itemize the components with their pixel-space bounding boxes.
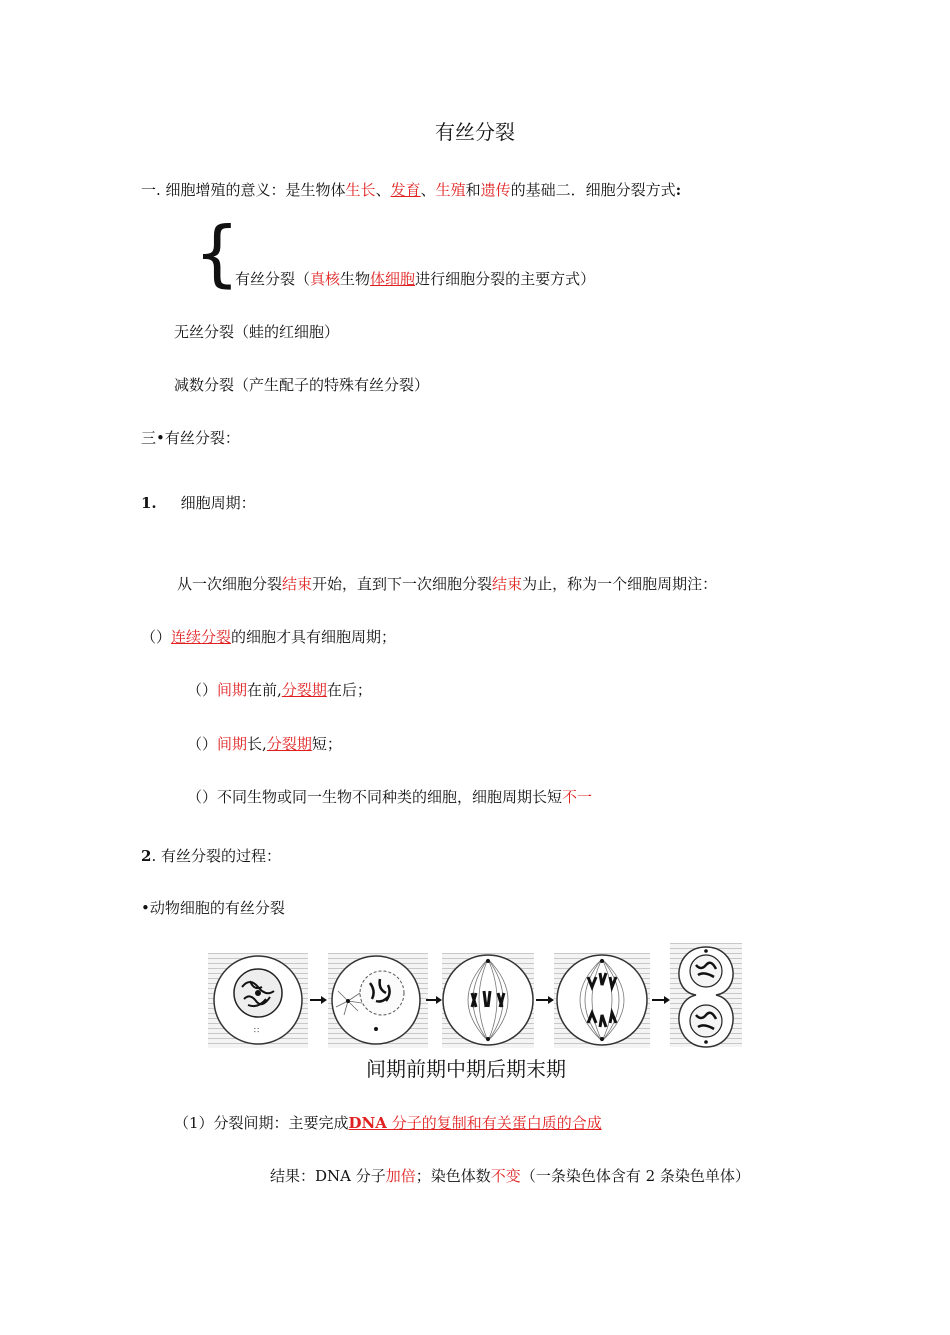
text: 生物 xyxy=(340,270,371,288)
keyword-end: 结束 xyxy=(492,575,523,593)
text: 结果：DNA 分子 xyxy=(270,1167,386,1185)
keyword-heredity: 遗传 xyxy=(480,181,511,199)
division-type-amitosis: 无丝分裂（蛙的红细胞） xyxy=(174,323,340,341)
keyword-reproduction: 生殖 xyxy=(435,181,466,199)
text: 一. 细胞增殖的意义：是生物体 xyxy=(141,181,346,199)
text: 在后； xyxy=(326,681,372,699)
arrow-icon xyxy=(310,996,327,1004)
curly-brace: { xyxy=(194,211,240,295)
keyword-interphase: 间期 xyxy=(217,681,248,699)
colon: : xyxy=(675,181,682,199)
arrow-icon xyxy=(652,996,670,1004)
keyword-unchanged: 不变 xyxy=(490,1167,521,1185)
page-title: 有丝分裂 xyxy=(435,120,515,144)
anaphase-cell-icon xyxy=(554,953,650,1048)
keyword-growth: 生长 xyxy=(345,181,376,199)
telophase-cell-icon xyxy=(670,943,742,1047)
text: 的细胞才具有细胞周期； xyxy=(231,628,397,646)
mitosis-diagram xyxy=(208,943,748,1053)
text: （一条染色体含有 2 条染色单体） xyxy=(520,1167,750,1185)
heading-number: 1. xyxy=(141,494,157,512)
prophase-cell-icon xyxy=(328,953,428,1048)
interphase-description xyxy=(174,1113,602,1133)
keyword-end: 结束 xyxy=(282,575,313,593)
phase-labels: 间期前期中期后期末期 xyxy=(366,1057,566,1081)
keyword-somatic-cell: 体细胞 xyxy=(370,270,416,288)
interphase-cell-icon xyxy=(208,953,308,1048)
text: 为止，称为一个细胞周期注： xyxy=(522,575,718,593)
text: 不同生物或同一生物不同种类的细胞，细胞周期长短 xyxy=(217,788,563,806)
note-item xyxy=(141,627,396,647)
note-item xyxy=(187,734,342,754)
text: 长, xyxy=(247,735,267,753)
cell-cycle-definition xyxy=(177,574,717,594)
heading-label: 细胞周期： xyxy=(180,494,256,512)
paren: （） xyxy=(187,735,218,753)
paren: （） xyxy=(187,681,218,699)
text: 从一次细胞分裂 xyxy=(177,575,283,593)
metaphase-cell-icon xyxy=(442,953,534,1048)
svg-text:∷: ∷ xyxy=(254,1026,260,1035)
keyword-dna: DNA xyxy=(348,1114,387,1132)
paren: （） xyxy=(141,628,172,646)
heading-label: . 有丝分裂的过程： xyxy=(151,847,281,865)
arrow-icon xyxy=(536,996,554,1004)
interphase-result xyxy=(270,1166,750,1186)
text: 、 xyxy=(375,181,391,199)
animal-cell-heading: •动物细胞的有丝分裂 xyxy=(141,899,285,917)
text: 进行细胞分裂的主要方式） xyxy=(415,270,596,288)
text: 短； xyxy=(311,735,342,753)
text: 和 xyxy=(465,181,481,199)
keyword-eukaryote: 真核 xyxy=(310,270,341,288)
keyword-differ: 不一 xyxy=(562,788,593,806)
text: 、 xyxy=(420,181,436,199)
text: 开始，直到下一次细胞分裂 xyxy=(312,575,493,593)
division-type-mitosis xyxy=(235,269,595,289)
paren: （） xyxy=(187,788,218,806)
keyword-development: 发育 xyxy=(390,181,421,199)
text: 在前, xyxy=(247,681,282,699)
keyword-division-phase: 分裂期 xyxy=(281,681,327,699)
keyword-replication xyxy=(387,1114,602,1132)
keyword-division-phase: 分裂期 xyxy=(266,735,312,753)
note-item xyxy=(187,680,372,700)
arrow-icon xyxy=(426,996,442,1004)
section-1-line xyxy=(141,180,681,200)
heading-number: 2 xyxy=(141,847,152,865)
text: （1）分裂间期：主要完成 xyxy=(174,1114,349,1132)
text: 分子的复制和有关蛋白质的合成 xyxy=(391,1114,602,1132)
text: ；染色体数 xyxy=(415,1167,491,1185)
text: 有丝分裂（ xyxy=(235,270,311,288)
heading-2 xyxy=(141,846,281,866)
note-item xyxy=(187,787,592,807)
division-type-meiosis: 减数分裂（产生配子的特殊有丝分裂） xyxy=(174,376,430,394)
heading-1 xyxy=(141,493,256,513)
keyword-continuous-division: 连续分裂 xyxy=(171,628,232,646)
text: 的基础二．细胞分裂方式 xyxy=(510,181,676,199)
keyword-interphase: 间期 xyxy=(217,735,248,753)
keyword-doubled: 加倍 xyxy=(385,1167,416,1185)
section-3-heading: 三•有丝分裂： xyxy=(141,429,240,447)
